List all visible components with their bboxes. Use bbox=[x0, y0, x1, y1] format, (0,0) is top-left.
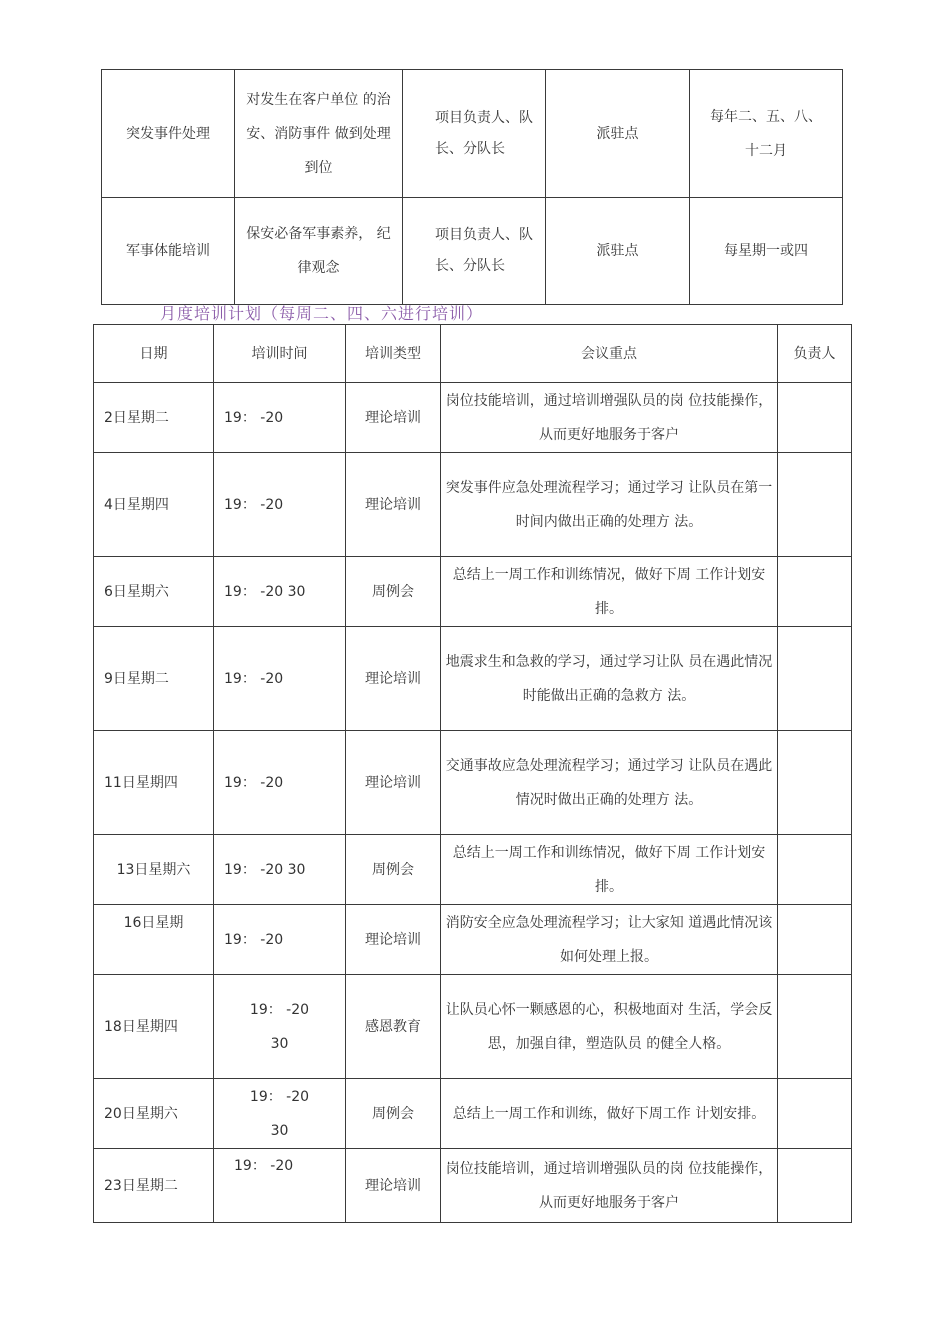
time-cell: 19： -20 bbox=[214, 453, 346, 557]
time-cell: 19： -20 bbox=[214, 383, 346, 453]
owner-cell bbox=[778, 1079, 852, 1149]
focus-cell: 消防安全应急处理流程学习；让大家知 道遇此情况该如何处理上报。 bbox=[441, 905, 778, 975]
focus-cell: 岗位技能培训，通过培训增强队员的岗 位技能操作，从而更好地服务于客户 bbox=[441, 1149, 778, 1223]
type-cell: 周例会 bbox=[346, 557, 441, 627]
date-cell: 11日星期四 bbox=[94, 731, 214, 835]
item-cell: 突发事件处理 bbox=[102, 70, 235, 198]
item-cell: 军事体能培训 bbox=[102, 198, 235, 305]
focus-cell: 地震求生和急救的学习，通过学习让队 员在遇此情况时能做出正确的急救方 法。 bbox=[441, 627, 778, 731]
type-cell: 周例会 bbox=[346, 1079, 441, 1149]
date-cell: 4日星期四 bbox=[94, 453, 214, 557]
table-row bbox=[94, 731, 852, 835]
focus-cell: 让队员心怀一颗感恩的心，积极地面对 生活，学会反思，加强自律，塑造队员 的健全人格。 bbox=[441, 975, 778, 1079]
top-plan-table bbox=[101, 69, 843, 305]
time-cell: 19： -20 bbox=[214, 905, 346, 975]
responsible-cell: 项目负责人、队长、分队长 bbox=[403, 70, 546, 198]
table-header-row bbox=[94, 325, 852, 383]
time-cell: 19： -20 30 bbox=[214, 557, 346, 627]
location-cell: 派驻点 bbox=[546, 70, 690, 198]
schedule-cell: 每星期一或四 bbox=[690, 198, 843, 305]
table-row bbox=[94, 975, 852, 1079]
header-focus: 会议重点 bbox=[441, 325, 778, 383]
table-row bbox=[94, 905, 852, 975]
type-cell: 理论培训 bbox=[346, 731, 441, 835]
type-cell: 感恩教育 bbox=[346, 975, 441, 1079]
owner-cell bbox=[778, 453, 852, 557]
table-row bbox=[94, 383, 852, 453]
monthly-plan-table bbox=[93, 324, 852, 1223]
location-cell: 派驻点 bbox=[546, 198, 690, 305]
owner-cell bbox=[778, 1149, 852, 1223]
focus-cell: 总结上一周工作和训练情况，做好下周 工作计划安排。 bbox=[441, 557, 778, 627]
focus-cell: 交通事故应急处理流程学习；通过学习 让队员在遇此情况时做出正确的处理方 法。 bbox=[441, 731, 778, 835]
date-cell: 13日星期六 bbox=[94, 835, 214, 905]
header-type: 培训类型 bbox=[346, 325, 441, 383]
time-cell: 19： -20 bbox=[214, 731, 346, 835]
responsible-cell: 项目负责人、队长、分队长 bbox=[403, 198, 546, 305]
table-row bbox=[94, 1149, 852, 1223]
date-cell: 2日星期二 bbox=[94, 383, 214, 453]
focus-cell: 总结上一周工作和训练，做好下周工作 计划安排。 bbox=[441, 1079, 778, 1149]
time-cell: 19： -20 30 bbox=[214, 1079, 346, 1149]
table-row bbox=[94, 627, 852, 731]
date-cell: 6日星期六 bbox=[94, 557, 214, 627]
header-date: 日期 bbox=[94, 325, 214, 383]
header-time: 培训时间 bbox=[214, 325, 346, 383]
time-cell: 19： -20 30 bbox=[214, 835, 346, 905]
table-row bbox=[94, 557, 852, 627]
type-cell: 理论培训 bbox=[346, 453, 441, 557]
content-cell: 对发生在客户单位 的治安、消防事件 做到处理到位 bbox=[235, 70, 403, 198]
owner-cell bbox=[778, 905, 852, 975]
monthly-plan-caption: 月度培训计划（每周二、四、六进行培训） bbox=[160, 304, 484, 323]
type-cell: 周例会 bbox=[346, 835, 441, 905]
date-cell: 16日星期 bbox=[94, 905, 214, 975]
owner-cell bbox=[778, 835, 852, 905]
owner-cell bbox=[778, 627, 852, 731]
focus-cell: 突发事件应急处理流程学习；通过学习 让队员在第一时间内做出正确的处理方 法。 bbox=[441, 453, 778, 557]
owner-cell bbox=[778, 557, 852, 627]
type-cell: 理论培训 bbox=[346, 1149, 441, 1223]
type-cell: 理论培训 bbox=[346, 627, 441, 731]
time-cell: 19： -20 bbox=[214, 1149, 346, 1223]
schedule-cell: 每年二、五、八、十二月 bbox=[690, 70, 843, 198]
table-row bbox=[102, 198, 843, 305]
owner-cell bbox=[778, 975, 852, 1079]
focus-cell: 总结上一周工作和训练情况，做好下周 工作计划安排。 bbox=[441, 835, 778, 905]
date-cell: 18日星期四 bbox=[94, 975, 214, 1079]
date-cell: 20日星期六 bbox=[94, 1079, 214, 1149]
table-row bbox=[102, 70, 843, 198]
header-owner: 负责人 bbox=[778, 325, 852, 383]
table-row bbox=[94, 835, 852, 905]
content-cell: 保安必备军事素养， 纪律观念 bbox=[235, 198, 403, 305]
table-row bbox=[94, 1079, 852, 1149]
owner-cell bbox=[778, 383, 852, 453]
time-cell: 19： -20 bbox=[214, 627, 346, 731]
type-cell: 理论培训 bbox=[346, 383, 441, 453]
date-cell: 9日星期二 bbox=[94, 627, 214, 731]
time-cell: 19： -20 30 bbox=[214, 975, 346, 1079]
owner-cell bbox=[778, 731, 852, 835]
focus-cell: 岗位技能培训，通过培训增强队员的岗 位技能操作，从而更好地服务于客户 bbox=[441, 383, 778, 453]
type-cell: 理论培训 bbox=[346, 905, 441, 975]
date-cell: 23日星期二 bbox=[94, 1149, 214, 1223]
table-row bbox=[94, 453, 852, 557]
